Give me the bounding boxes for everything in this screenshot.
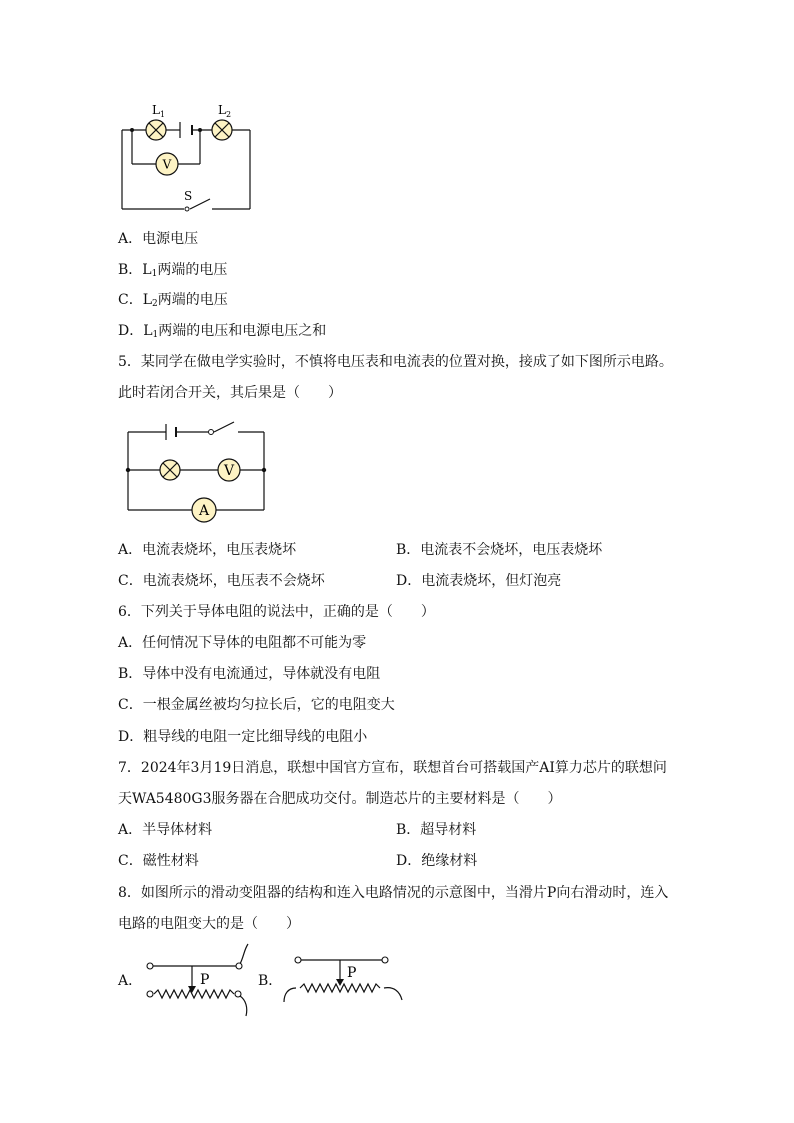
q7-option-c[interactable]: C．磁性材料 — [118, 853, 199, 869]
svg-text:V: V — [162, 157, 172, 172]
svg-text:V: V — [223, 463, 235, 479]
q4-option-b[interactable]: B．$L_1$两端的电压 — [118, 262, 228, 279]
q8-option-a-rheostat-diagram[interactable] — [140, 942, 252, 1018]
q7-option-b[interactable]: B．超导材料 — [396, 822, 477, 838]
q6-option-b[interactable]: B．导体中没有电流通过，导体就没有电阻 — [118, 666, 381, 682]
q6-stem: 6．下列关于导体电阻的说法中，正确的是（ ） — [118, 604, 435, 620]
q5-stem-line1: 5．某同学在做电学实验时，不慎将电压表和电流表的位置对换，接成了如下图所示电路。 — [118, 354, 673, 370]
q4-option-d[interactable]: D．$L_1$两端的电压和电源电压之和 — [118, 323, 327, 340]
svg-text:L2: $L_2$ — [218, 103, 232, 119]
svg-text:S: S — [184, 189, 193, 203]
q7-stem-line2: 天WA5480G3服务器在合肥成功交付。制造芯片的主要材料是（ ） — [118, 791, 562, 807]
q8-option-b-rheostat-diagram[interactable] — [280, 950, 406, 1006]
svg-text:A: A — [198, 503, 210, 519]
q8-stem-line2: 电路的电阻变大的是（ ） — [118, 916, 300, 932]
q4-circuit-diagram — [112, 96, 262, 218]
svg-text:L1: $L_1$ — [152, 103, 166, 119]
q7-option-d[interactable]: D．绝缘材料 — [396, 853, 478, 869]
q6-option-a[interactable]: A．任何情况下导体的电阻都不可能为零 — [118, 635, 367, 651]
q8-stem-line1: 8．如图所示的滑动变阻器的结构和连入电路情况的示意图中，当滑片P向右滑动时，连入 — [118, 885, 669, 901]
q4-option-c[interactable]: C．$L_2$两端的电压 — [118, 292, 228, 309]
svg-text:P: P — [200, 972, 210, 988]
q5-option-a[interactable]: A．电流表烧坏，电压表烧坏 — [118, 542, 297, 558]
q6-option-c[interactable]: C．一根金属丝被均匀拉长后，它的电阻变大 — [118, 697, 395, 713]
q4-option-a[interactable]: A．电源电压 — [118, 231, 199, 247]
q8-option-a-label[interactable]: A． — [118, 973, 143, 989]
q5-option-b[interactable]: B．电流表不会烧坏，电压表烧坏 — [396, 542, 603, 558]
q5-option-d[interactable]: D．电流表烧坏，但灯泡亮 — [396, 573, 562, 589]
q6-option-d[interactable]: D．粗导线的电阻一定比细导线的电阻小 — [118, 729, 368, 745]
q8-option-b-label[interactable]: B． — [258, 973, 283, 989]
q5-option-c[interactable]: C．电流表烧坏，电压表不会烧坏 — [118, 573, 325, 589]
svg-text:P: P — [347, 965, 357, 981]
q5-circuit-diagram — [120, 414, 272, 528]
q7-option-a[interactable]: A．半导体材料 — [118, 822, 213, 838]
q5-stem-line2: 此时若闭合开关，其后果是（ ） — [118, 385, 342, 401]
q7-stem-line1: 7．2024年3月19日消息，联想中国官方宣布，联想首台可搭载国产AI算力芯片的联想问 — [118, 760, 667, 776]
